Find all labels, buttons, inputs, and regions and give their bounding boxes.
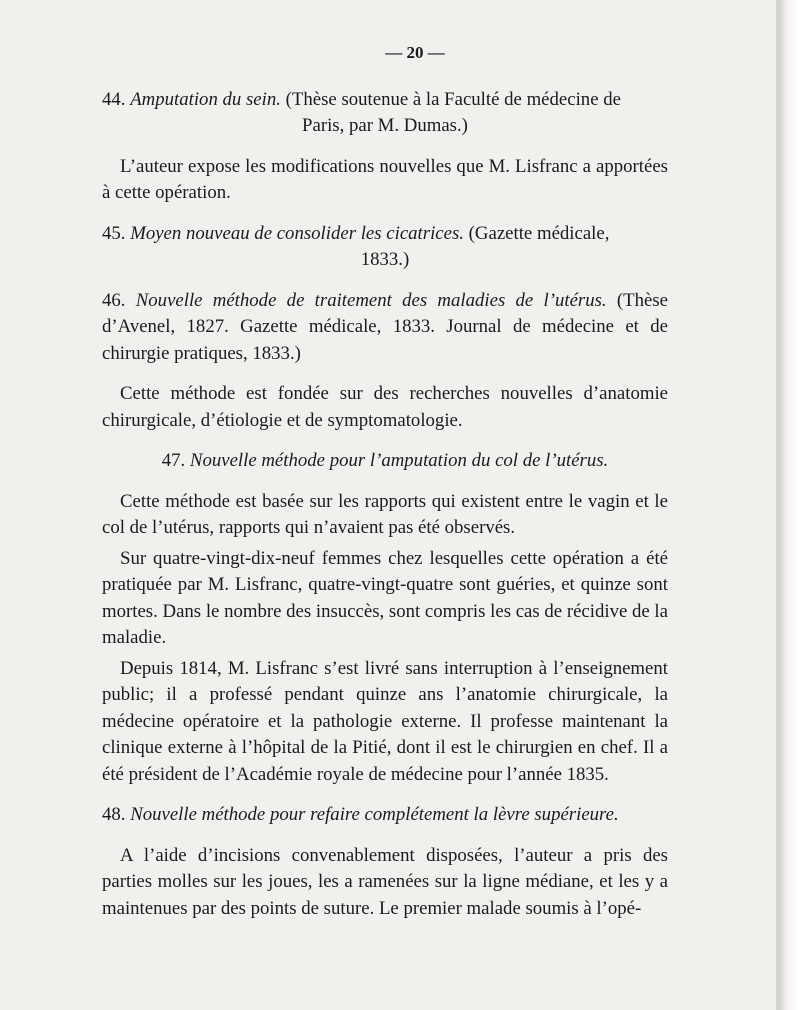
- page-number: — 20 —: [385, 43, 445, 62]
- entry-number: 48.: [102, 804, 126, 825]
- entry-paragraph: L’auteur expose les modifications nouvelles que M. Lisfranc a apportées à cette opération.: [102, 155, 668, 203]
- entry-47: [102, 448, 668, 788]
- entry-paragraph-1: Cette méthode est basée sur les rapports qui existent entre le vagin et le col de l’utérus, rapports qui n’avaient pas été observés.: [102, 490, 668, 538]
- entry-title: Moyen nouveau de consolider les cicatrices.: [130, 222, 464, 244]
- entry-48: [102, 802, 668, 922]
- text-column: [102, 40, 668, 936]
- entry-paragraph-2: Sur quatre-vingt-dix-neuf femmes chez lesquelles cette opération a été pratiquée par M. Lisfranc, quatre-vingt-quatre sont guéries, et quinze sont mortes. Dans le nombre des insuccès, sont compris les cas de récidive de la maladie.: [102, 547, 668, 648]
- entry-reference-cont: 1833.): [360, 249, 410, 270]
- entry-reference: (Gazette médicale,: [463, 222, 610, 244]
- entry-45: [102, 221, 668, 274]
- entry-reference: (Thèse soutenue à la Faculté de médecine de: [280, 88, 621, 110]
- entry-reference-cont: Paris, par M. Dumas.): [302, 115, 468, 136]
- entry-title: Nouvelle méthode pour refaire complétement la lèvre supérieure.: [130, 804, 619, 825]
- entry-title: Nouvelle méthode pour l’amputation du col de l’utérus.: [189, 450, 609, 471]
- entry-paragraph-3: Depuis 1814, M. Lisfranc s’est livré sans interruption à l’enseignement public; il a professé pendant quinze ans l’anatomie chirurgicale, la médecine opératoire et la pathologie externe. Il professe maintenant la clinique externe à l’hôpital de la Pitié, dont il est le chirurgien en chef. Il a été président de l’Académie royale de médecine pour l’année 1835.: [102, 657, 668, 785]
- entry-reference: (Thèse d’Avenel, 1827. Gazette médicale, 1833. Journal de médecine et de chirurgie pratiques, 1833.): [102, 289, 669, 364]
- entry-number: 46.: [102, 289, 126, 311]
- entry-paragraph: Cette méthode est fondée sur des recherches nouvelles d’anatomie chirurgicale, d’étiologie et de symptomatologie.: [102, 383, 668, 431]
- entry-title: Nouvelle méthode de traitement des maladies de l’utérus.: [135, 289, 607, 311]
- entry-44: [102, 87, 668, 207]
- entry-number: 47.: [161, 450, 186, 471]
- page-edge: [778, 0, 800, 1010]
- entry-number: 44.: [102, 88, 126, 110]
- entry-title: Amputation du sein.: [130, 88, 281, 110]
- entry-paragraph: A l’aide d’incisions convenablement disposées, l’auteur a pris des parties molles sur les joues, les a ramenées sur la ligne médiane, et les y a maintenues par des points de suture. Le premier malade soumis à l’opé-: [102, 844, 668, 919]
- entry-46: [102, 288, 668, 435]
- entry-number: 45.: [102, 222, 126, 244]
